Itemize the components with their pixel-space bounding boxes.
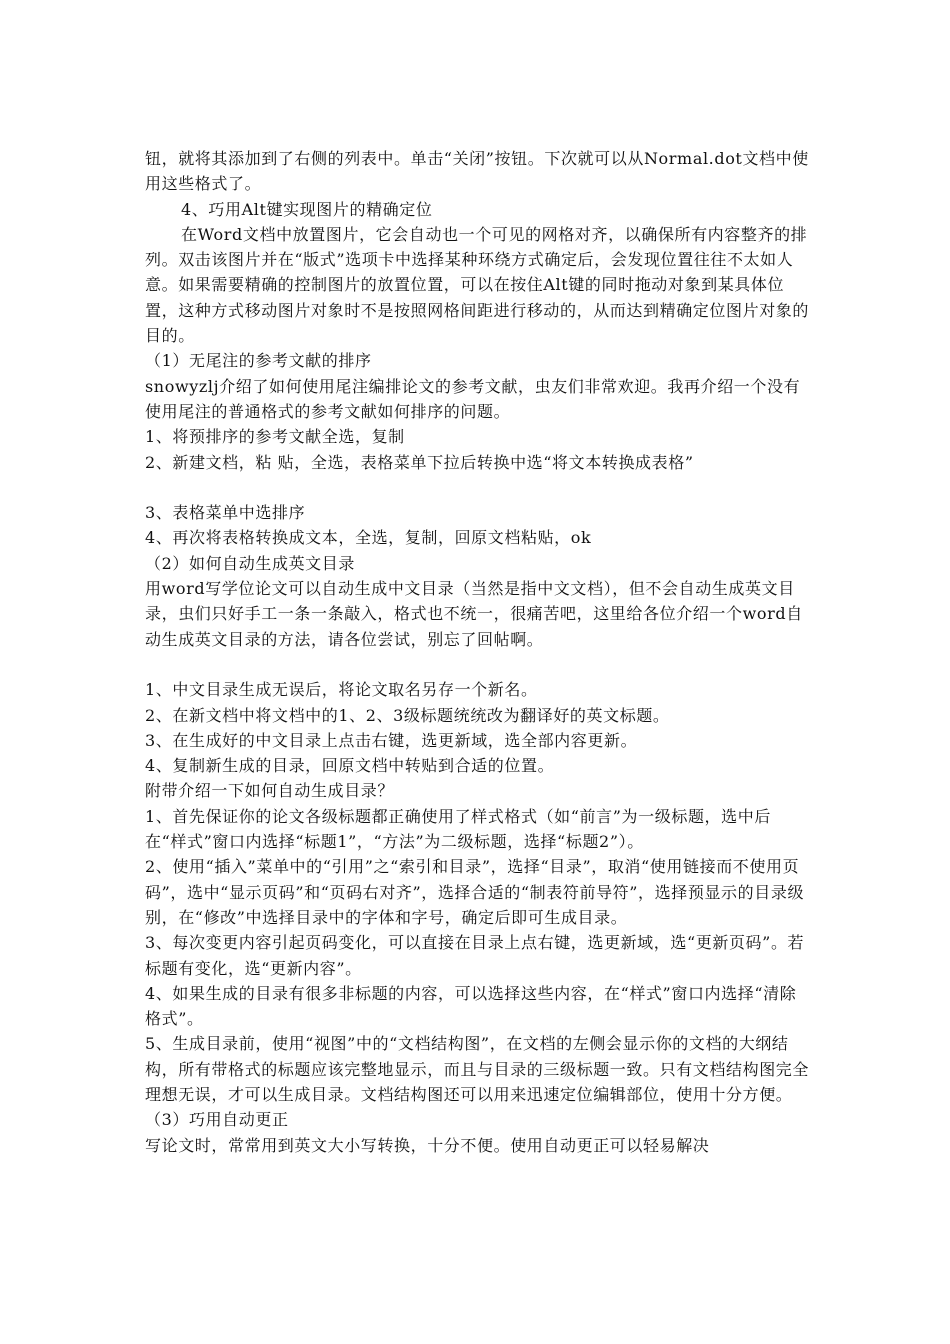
step-1-select-references: 1、将预排序的参考文献全选，复制 [145,427,405,447]
auto-toc-step-5: 5、生成目录前，使用“视图”中的“文档结构图”，在文档的左侧会显示你的文档的大纲结构，所有带格式的标题应该完整地显示，而且与目录的三级标题一致。只有文档结构图完全理想无误，才可以生成目录。文档结构图还可以用来迅速定位编辑部位，使用十分方便。 [145,1034,810,1104]
step-4-convert-back: 4、再次将表格转换成文本，全选，复制，回原文档粘贴，ok [145,528,592,548]
document-body [145,146,810,1158]
toc-step-1: 1、中文目录生成无误后，将论文取名另存一个新名。 [145,680,538,700]
heading-autocorrect: （3）巧用自动更正 [145,1110,289,1130]
step-3-sort-table: 3、表格菜单中选排序 [145,503,306,523]
toc-step-4: 4、复制新生成的目录，回原文档中转贴到合适的位置。 [145,756,555,776]
paragraph-snowyzlj-intro: snowyzlj介绍了如何使用尾注编排论文的参考文献，虫友们非常欢迎。我再介绍一个没有使用尾注的普通格式的参考文献如何排序的问题。 [145,376,801,421]
paragraph-normal-dot: 钮，就将其添加到了右侧的列表中。单击“关闭”按钮。下次就可以从Normal.dot文档中使用这些格式了。 [145,149,809,194]
blank-line [145,475,810,500]
paragraph-english-toc-intro: 用word写学位论文可以自动生成中文目录（当然是指中文文档），但不会自动生成英文目录，虫们只好手工一条一条敲入，格式也不统一，很痛苦吧，这里给各位介绍一个word自动生成英文目录的方法，请各位尝试，别忘了回帖啊。 [145,579,803,649]
paragraph-autocorrect-intro: 写论文时，常常用到英文大小写转换，十分不便。使用自动更正可以轻易解决 [145,1135,710,1155]
auto-toc-step-3: 3、每次变更内容引起页码变化，可以直接在目录上点右键，选更新域，选“更新页码”。若标题有变化，选“更新内容”。 [145,933,805,978]
paragraph-word-picture-grid: 在Word文档中放置图片，它会自动也一个可见的网格对齐，以确保所有内容整齐的排列。双击该图片并在“版式”选项卡中选择某种环绕方式确定后，会发现位置往往不太如人意。如果需要精确的控制图片的放置位置，可以在按住Alt键的同时拖动对象到某具体位置，这种方式移动图片对象时不是按照网格间距进行移动的，从而达到精确定位图片对象的目的。 [145,224,810,346]
heading-english-toc: （2）如何自动生成英文目录 [145,553,355,573]
heading-auto-toc: 附带介绍一下如何自动生成目录？ [145,781,395,801]
heading-no-endnote-references: （1）无尾注的参考文献的排序 [145,351,372,371]
blank-line [145,652,810,677]
auto-toc-step-1: 1、首先保证你的论文各级标题都正确使用了样式格式（如“前言”为一级标题，选中后在“样式”窗口内选择“标题1”，“方法”为二级标题，选择“标题2”）。 [145,806,771,852]
toc-step-3: 3、在生成好的中文目录上点击右键，选更新域，选全部内容更新。 [145,730,638,750]
step-2-convert-to-table: 2、新建文档，粘 贴，全选，表格菜单下拉后转换中选“将文本转换成表格” [145,452,694,472]
heading-alt-key-positioning: 4、巧用Alt键实现图片的精确定位 [181,199,433,219]
toc-step-2: 2、在新文档中将文档中的1、2、3级标题统统改为翻译好的英文标题。 [145,705,670,725]
auto-toc-step-4: 4、如果生成的目录有很多非标题的内容，可以选择这些内容，在“样式”窗口内选择“清除格式”。 [145,983,797,1029]
auto-toc-step-2: 2、使用“插入”菜单中的“引用”之“索引和目录”，选择“目录”，取消“使用链接而不使用页码”，选中“显示页码”和“页码右对齐”，选择合适的“制表符前导符”，选择预显示的目录级别，在“修改”中选择目录中的字体和字号，确定后即可生成目录。 [145,857,805,927]
